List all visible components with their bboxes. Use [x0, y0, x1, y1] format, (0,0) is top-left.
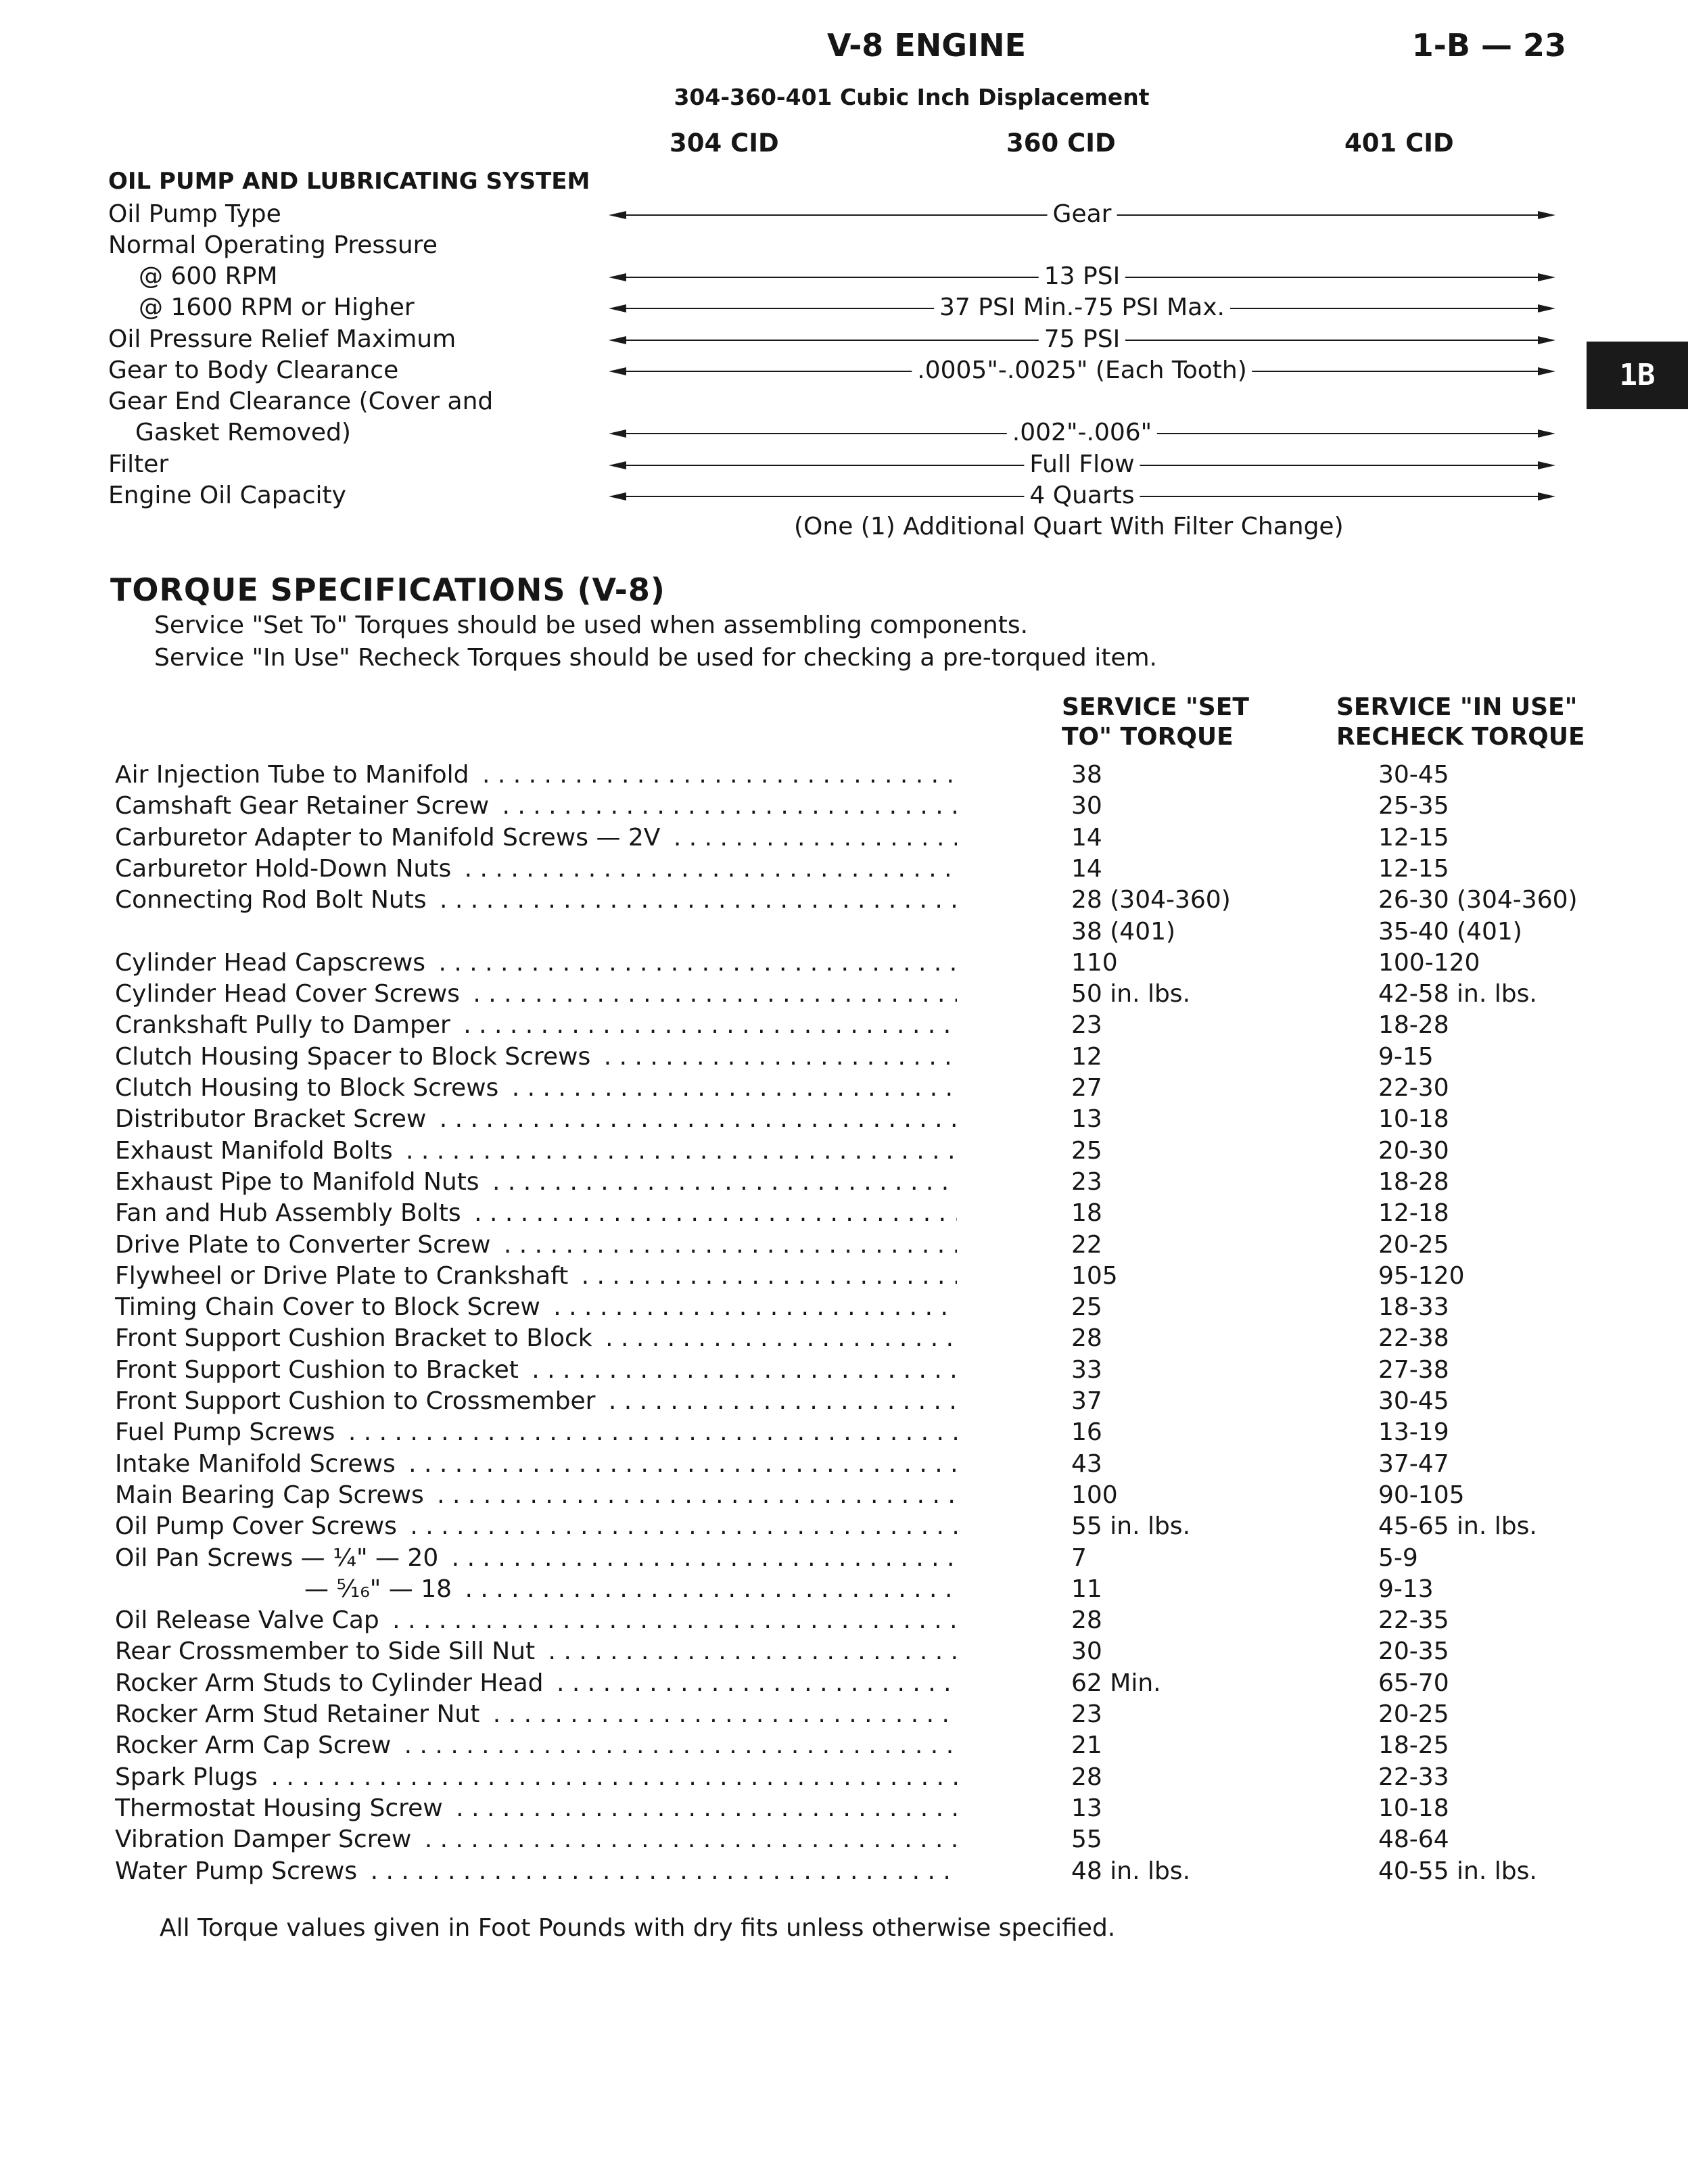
- row-set-to-torque: 14: [1071, 824, 1102, 852]
- row-set-to-torque: 43: [1071, 1450, 1102, 1478]
- row-component-label: Fuel Pump Screws: [115, 1418, 340, 1446]
- row-in-use-torque: 12-15: [1378, 824, 1449, 852]
- row-component: [115, 1231, 957, 1259]
- row-in-use-torque: 12-18: [1378, 1199, 1449, 1227]
- row-in-use-torque: 40-55 in. lbs.: [1378, 1857, 1537, 1885]
- table-row: [0, 792, 1688, 823]
- row-set-to-torque: 21: [1071, 1732, 1102, 1759]
- table-row: [0, 1857, 1688, 1888]
- row-component-label: Crankshaft Pully to Damper: [115, 1011, 456, 1039]
- table-row: [0, 1544, 1688, 1575]
- row-component: [115, 980, 957, 1008]
- row-component: [115, 1512, 957, 1540]
- row-in-use-torque: 20-35: [1378, 1637, 1449, 1665]
- row-component: [115, 1199, 957, 1227]
- row-component: [115, 1011, 957, 1039]
- row-component: [115, 1105, 957, 1133]
- row-component-label: Rocker Arm Stud Retainer Nut: [115, 1700, 485, 1728]
- row-component: [115, 792, 957, 820]
- label-filter: Filter: [108, 450, 169, 478]
- row-set-to-torque: 23: [1071, 1700, 1102, 1728]
- torque-intro-set-to: Service "Set To" Torques should be used when assembling components.: [154, 611, 1029, 639]
- row-set-to-torque: 33: [1071, 1356, 1102, 1384]
- row-in-use-torque: 13-19: [1378, 1418, 1449, 1446]
- row-component-label: Front Support Cushion to Crossmember: [115, 1387, 601, 1415]
- table-row: [0, 1293, 1688, 1324]
- row-set-to-torque: 18: [1071, 1199, 1102, 1227]
- row-set-to-torque: 28: [1071, 1324, 1102, 1352]
- torque-heading: TORQUE SPECIFICATIONS (V-8): [110, 572, 665, 608]
- row-component: [115, 1637, 957, 1665]
- row-set-to-torque: 105: [1071, 1262, 1118, 1290]
- table-row: [0, 1074, 1688, 1105]
- label-1600-rpm: @ 1600 RPM or Higher: [139, 294, 415, 321]
- row-set-to-torque: 25: [1071, 1293, 1102, 1321]
- row-component-label: Camshaft Gear Retainer Screw: [115, 792, 494, 820]
- row-set-to-torque: 48 in. lbs.: [1071, 1857, 1191, 1885]
- row-component-label: — ⁵⁄₁₆" — 18: [304, 1575, 457, 1603]
- value-arrow-capacity: [609, 482, 1555, 509]
- table-row: [0, 1199, 1688, 1230]
- row-in-use-torque: 20-25: [1378, 1231, 1449, 1259]
- row-in-use-torque: 20-25: [1378, 1700, 1449, 1728]
- section-tab: 1B: [1587, 342, 1688, 409]
- row-set-to-torque: 62 Min.: [1071, 1669, 1161, 1697]
- value-relief: 75 PSI: [1039, 325, 1125, 354]
- col-head-in-use-line2: RECHECK TORQUE: [1336, 723, 1585, 751]
- table-row: [0, 980, 1688, 1011]
- row-in-use-torque: 5-9: [1378, 1544, 1418, 1572]
- arrow-right-icon: [1538, 367, 1555, 375]
- page-title: V-8 ENGINE: [826, 27, 1027, 64]
- arrow-right-icon: [1538, 461, 1555, 469]
- row-set-to-torque: 28 (304-360): [1071, 886, 1231, 914]
- label-relief-max: Oil Pressure Relief Maximum: [108, 325, 456, 353]
- row-set-to-torque: 55: [1071, 1826, 1102, 1853]
- label-normal-pressure: Normal Operating Pressure: [108, 231, 438, 259]
- row-in-use-torque: 9-13: [1378, 1575, 1434, 1603]
- row-component: [115, 855, 957, 883]
- row-in-use-torque: 26-30 (304-360): [1378, 886, 1578, 914]
- arrow-right-icon: [1538, 211, 1555, 219]
- row-component: [115, 1168, 957, 1196]
- label-oil-pump-type: Oil Pump Type: [108, 200, 281, 228]
- row-component: [115, 1732, 957, 1759]
- table-row: [0, 1763, 1688, 1794]
- value-arrow-gear-end: [609, 419, 1555, 446]
- value-filter: Full Flow: [1024, 450, 1140, 479]
- value-arrow-1600-rpm: [609, 294, 1555, 321]
- arrow-left-icon: [609, 211, 626, 219]
- row-in-use-torque: 10-18: [1378, 1794, 1449, 1822]
- col-head-in-use-line1: SERVICE "IN USE": [1336, 693, 1578, 721]
- row-component: [115, 886, 957, 914]
- row-component: [115, 1794, 957, 1822]
- row-in-use-torque: 95-120: [1378, 1262, 1465, 1290]
- torque-footer-note: All Torque values given in Foot Pounds with dry fits unless otherwise specified.: [160, 1914, 1116, 1942]
- row-component: [115, 1137, 957, 1165]
- table-row: [0, 1450, 1688, 1481]
- row-component-label: Carburetor Adapter to Manifold Screws — 2V: [115, 824, 665, 852]
- col-head-set-to: [1062, 693, 1249, 752]
- row-in-use-torque: 22-30: [1378, 1074, 1449, 1102]
- row-set-to-torque: 100: [1071, 1481, 1118, 1509]
- arrow-left-icon: [609, 304, 626, 312]
- row-component: [115, 1043, 957, 1071]
- row-set-to-torque: 37: [1071, 1387, 1102, 1415]
- row-set-to-torque: 25: [1071, 1137, 1102, 1165]
- arrow-right-icon: [1538, 429, 1555, 438]
- row-component-label: Vibration Damper Screw: [115, 1826, 417, 1853]
- value-arrow-600-rpm: [609, 262, 1555, 289]
- row-component-label: Water Pump Screws: [115, 1857, 362, 1885]
- row-component-label: Front Support Cushion Bracket to Block: [115, 1324, 598, 1352]
- arrow-left-icon: [609, 461, 626, 469]
- row-component: [115, 1857, 957, 1885]
- row-component-label: Front Support Cushion to Bracket: [115, 1356, 524, 1384]
- table-row: [0, 1231, 1688, 1262]
- row-component: [115, 1262, 957, 1290]
- table-row: [0, 855, 1688, 886]
- table-row: [0, 1324, 1688, 1355]
- oil-pump-heading: OIL PUMP AND LUBRICATING SYSTEM: [108, 168, 590, 195]
- row-in-use-torque: 18-25: [1378, 1732, 1449, 1759]
- row-component-label: Clutch Housing Spacer to Block Screws: [115, 1043, 596, 1071]
- row-component: [115, 949, 957, 977]
- row-component: [115, 1324, 957, 1352]
- table-row: [0, 1606, 1688, 1637]
- row-in-use-torque: 27-38: [1378, 1356, 1449, 1384]
- value-600-rpm: 13 PSI: [1039, 262, 1125, 291]
- arrow-right-icon: [1538, 336, 1555, 344]
- label-gear-end-clearance-cont: Gasket Removed): [135, 419, 351, 446]
- row-component-label: Fan and Hub Assembly Bolts: [115, 1199, 467, 1227]
- table-row: [0, 1732, 1688, 1763]
- row-in-use-torque: 65-70: [1378, 1669, 1449, 1697]
- row-in-use-torque: 42-58 in. lbs.: [1378, 980, 1537, 1008]
- row-component-label: Cylinder Head Cover Screws: [115, 980, 465, 1008]
- column-401-cid: 401 CID: [1344, 129, 1454, 158]
- row-in-use-torque: 20-30: [1378, 1137, 1449, 1165]
- row-component-label: [115, 918, 120, 946]
- row-set-to-torque: 13: [1071, 1105, 1102, 1133]
- arrow-left-icon: [609, 492, 626, 501]
- row-set-to-torque: 11: [1071, 1575, 1102, 1603]
- row-component-label: Main Bearing Cap Screws: [115, 1481, 429, 1509]
- row-set-to-torque: 28: [1071, 1606, 1102, 1634]
- row-in-use-torque: 100-120: [1378, 949, 1480, 977]
- row-component-label: Rocker Arm Cap Screw: [115, 1732, 396, 1759]
- arrow-left-icon: [609, 367, 626, 375]
- value-arrow-gear-body: [609, 356, 1555, 384]
- table-row: [0, 918, 1688, 949]
- row-component-label: Intake Manifold Screws: [115, 1450, 401, 1478]
- table-row: [0, 1637, 1688, 1669]
- row-set-to-torque: 50 in. lbs.: [1071, 980, 1191, 1008]
- row-component-label: Drive Plate to Converter Screw: [115, 1231, 496, 1259]
- table-row: [0, 1826, 1688, 1857]
- value-arrow-pump-type: [609, 200, 1555, 227]
- capacity-note: (One (1) Additional Quart With Filter Change): [794, 513, 1344, 540]
- row-component: [115, 761, 957, 789]
- row-component: [115, 824, 957, 852]
- row-component: [115, 1074, 957, 1102]
- arrow-left-icon: [609, 336, 626, 344]
- row-component: [115, 1450, 957, 1478]
- row-in-use-torque: 37-47: [1378, 1450, 1449, 1478]
- row-component-label: Connecting Rod Bolt Nuts: [115, 886, 432, 914]
- row-in-use-torque: 10-18: [1378, 1105, 1449, 1133]
- row-set-to-torque: 30: [1071, 1637, 1102, 1665]
- row-component-label: Oil Pump Cover Screws: [115, 1512, 402, 1540]
- row-component: [115, 1387, 957, 1415]
- row-in-use-torque: 12-15: [1378, 855, 1449, 883]
- row-component-label: Rear Crossmember to Side Sill Nut: [115, 1637, 540, 1665]
- row-component: [115, 1700, 957, 1728]
- row-component: [115, 1293, 957, 1321]
- row-set-to-torque: 110: [1071, 949, 1118, 977]
- arrow-left-icon: [609, 273, 626, 281]
- row-component-label: Thermostat Housing Screw: [115, 1794, 448, 1822]
- table-row: [0, 1418, 1688, 1449]
- row-set-to-torque: 28: [1071, 1763, 1102, 1791]
- row-in-use-torque: 18-28: [1378, 1168, 1449, 1196]
- table-row: [0, 1700, 1688, 1732]
- value-arrow-filter: [609, 450, 1555, 478]
- arrow-left-icon: [609, 429, 626, 438]
- table-row: [0, 1356, 1688, 1387]
- torque-intro-in-use: Service "In Use" Recheck Torques should be used for checking a pre-torqued item.: [154, 644, 1157, 672]
- row-component-label: Clutch Housing to Block Screws: [115, 1074, 504, 1102]
- row-in-use-torque: 30-45: [1378, 761, 1449, 789]
- row-component-label: Distributor Bracket Screw: [115, 1105, 431, 1133]
- row-in-use-torque: 18-33: [1378, 1293, 1449, 1321]
- row-in-use-torque: 25-35: [1378, 792, 1449, 820]
- row-component-label: Cylinder Head Capscrews: [115, 949, 431, 977]
- table-row: [0, 886, 1688, 917]
- table-row: [0, 1669, 1688, 1700]
- row-component-label: Timing Chain Cover to Block Screw: [115, 1293, 546, 1321]
- row-component: [115, 1481, 957, 1509]
- row-component: [115, 918, 957, 946]
- table-row: [0, 1387, 1688, 1418]
- table-row: [0, 1481, 1688, 1512]
- label-gear-end-clearance: Gear End Clearance (Cover and: [108, 388, 494, 415]
- row-component: [115, 1826, 957, 1853]
- table-row: [0, 1043, 1688, 1074]
- table-row: [0, 1011, 1688, 1042]
- row-set-to-torque: 16: [1071, 1418, 1102, 1446]
- arrow-right-icon: [1538, 492, 1555, 501]
- row-component: [115, 1763, 957, 1791]
- value-pump-type: Gear: [1048, 200, 1117, 229]
- row-component-label: Air Injection Tube to Manifold: [115, 761, 475, 789]
- row-component: [115, 1356, 957, 1384]
- table-row: [0, 1794, 1688, 1826]
- table-row: [0, 1512, 1688, 1543]
- row-component-label: Exhaust Pipe to Manifold Nuts: [115, 1168, 485, 1196]
- row-component-label: Rocker Arm Studs to Cylinder Head: [115, 1669, 549, 1697]
- row-set-to-torque: 13: [1071, 1794, 1102, 1822]
- table-row: [0, 1262, 1688, 1293]
- row-in-use-torque: 48-64: [1378, 1826, 1449, 1853]
- value-1600-rpm: 37 PSI Min.-75 PSI Max.: [934, 294, 1230, 322]
- row-set-to-torque: 38: [1071, 761, 1102, 789]
- row-in-use-torque: 35-40 (401): [1378, 918, 1522, 946]
- row-component-label: Flywheel or Drive Plate to Crankshaft: [115, 1262, 573, 1290]
- column-304-cid: 304 CID: [670, 129, 779, 158]
- row-set-to-torque: 23: [1071, 1011, 1102, 1039]
- row-in-use-torque: 9-15: [1378, 1043, 1434, 1071]
- row-component: [304, 1575, 957, 1603]
- row-component-label: Spark Plugs: [115, 1763, 263, 1791]
- arrow-right-icon: [1538, 304, 1555, 312]
- col-head-set-to-line1: SERVICE "SET: [1062, 693, 1249, 721]
- value-gear-body: .0005"-.0025" (Each Tooth): [912, 356, 1252, 385]
- row-in-use-torque: 22-35: [1378, 1606, 1449, 1634]
- row-in-use-torque: 22-38: [1378, 1324, 1449, 1352]
- label-oil-capacity: Engine Oil Capacity: [108, 482, 346, 509]
- row-set-to-torque: 23: [1071, 1168, 1102, 1196]
- value-gear-end: .002"-.006": [1007, 419, 1157, 447]
- row-component-label: Carburetor Hold-Down Nuts: [115, 855, 456, 883]
- row-set-to-torque: 7: [1071, 1544, 1087, 1572]
- table-row: [0, 1105, 1688, 1136]
- row-component-label: Oil Release Valve Cap: [115, 1606, 385, 1634]
- page-subtitle: 304-360-401 Cubic Inch Displacement: [674, 84, 1150, 110]
- table-row: [0, 949, 1688, 980]
- col-head-in-use: [1336, 693, 1585, 752]
- row-component: [115, 1418, 957, 1446]
- page-number: 1-B — 23: [1411, 27, 1566, 64]
- row-set-to-torque: 30: [1071, 792, 1102, 820]
- table-row: [0, 1575, 1688, 1606]
- row-in-use-torque: 30-45: [1378, 1387, 1449, 1415]
- row-set-to-torque: 27: [1071, 1074, 1102, 1102]
- row-set-to-torque: 12: [1071, 1043, 1102, 1071]
- col-head-set-to-line2: TO" TORQUE: [1062, 723, 1234, 751]
- table-row: [0, 1168, 1688, 1199]
- value-arrow-relief: [609, 325, 1555, 352]
- label-600-rpm: @ 600 RPM: [139, 262, 278, 290]
- arrow-right-icon: [1538, 273, 1555, 281]
- row-component: [115, 1606, 957, 1634]
- row-set-to-torque: 14: [1071, 855, 1102, 883]
- row-component: [115, 1669, 957, 1697]
- row-in-use-torque: 45-65 in. lbs.: [1378, 1512, 1537, 1540]
- row-in-use-torque: 22-33: [1378, 1763, 1449, 1791]
- row-in-use-torque: 90-105: [1378, 1481, 1465, 1509]
- value-capacity: 4 Quarts: [1024, 482, 1140, 510]
- row-set-to-torque: 38 (401): [1071, 918, 1176, 946]
- row-component: [115, 1544, 957, 1572]
- table-row: [0, 761, 1688, 792]
- row-component-label: Exhaust Manifold Bolts: [115, 1137, 398, 1165]
- row-component-label: Oil Pan Screws — ¼" — 20: [115, 1544, 444, 1572]
- row-in-use-torque: 18-28: [1378, 1011, 1449, 1039]
- row-set-to-torque: 55 in. lbs.: [1071, 1512, 1191, 1540]
- table-row: [0, 1137, 1688, 1168]
- label-gear-body-clearance: Gear to Body Clearance: [108, 356, 399, 384]
- column-360-cid: 360 CID: [1006, 129, 1116, 158]
- row-set-to-torque: 22: [1071, 1231, 1102, 1259]
- table-row: [0, 824, 1688, 855]
